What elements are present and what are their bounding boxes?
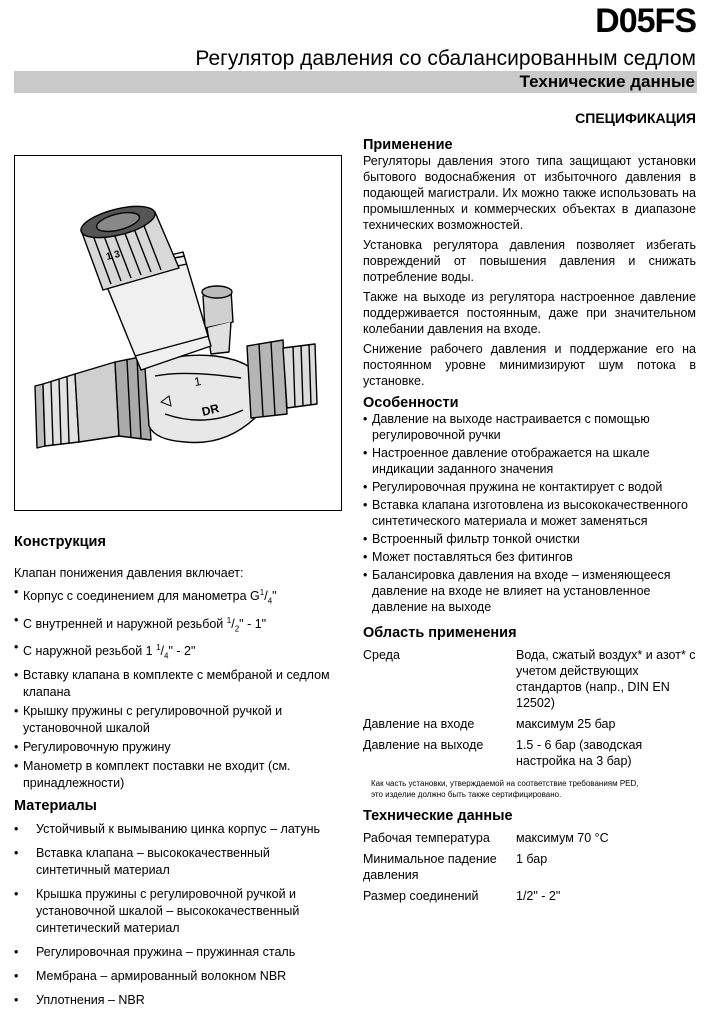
- product-subtitle: Регулятор давления со сбалансированным седлом: [195, 47, 696, 70]
- features-heading: Особенности: [363, 395, 459, 411]
- techdata-heading: Технические данные: [363, 808, 513, 824]
- fraction-denominator: 2: [234, 624, 240, 634]
- item-text: ": [272, 589, 277, 604]
- fraction-numerator: 1: [259, 588, 265, 597]
- item-text: С внутренней и наружной резьбой: [23, 616, 227, 631]
- list-item: • Регулировочная пружина – пружинная сталь: [14, 944, 342, 961]
- application-heading: Применение: [363, 137, 453, 153]
- list-item: • Мембрана – армированный волокном NBR: [14, 968, 342, 985]
- list-item: • Настроенное давление отображается на шкале индикации заданного значения: [363, 445, 696, 477]
- table-row: [363, 647, 696, 716]
- list-item: • Устойчивый к вымыванию цинка корпус – латунь: [14, 821, 342, 838]
- fraction-numerator: 1: [226, 615, 232, 625]
- table-key: Минимальное падение давления: [363, 852, 497, 882]
- table-value: максимум 70 °C: [516, 831, 609, 845]
- table-row: [363, 851, 609, 888]
- ped-note: [363, 778, 696, 800]
- ped-note-line: Как часть установки, утверждаемой на соответствие требованиям PED,: [371, 779, 639, 788]
- list-item: • Вставку клапана в комплекте с мембраной и седлом клапана: [14, 667, 342, 701]
- table-value: 1 бар: [516, 852, 548, 866]
- table-row: [363, 830, 609, 851]
- materials-heading: Материалы: [14, 797, 97, 814]
- list-item: • Манометр в комплект поставки не входит (см. принадлежности): [14, 758, 342, 792]
- list-item: • Регулировочную пружину: [14, 739, 342, 756]
- table-key: Давление на входе: [363, 717, 475, 731]
- list-item: • С наружной резьбой 1 $^1/_4$" - 2": [14, 639, 342, 665]
- list-item: • Может поставляться без фитингов: [363, 549, 696, 565]
- item-text: " - 1": [239, 616, 267, 631]
- right-column: [363, 137, 696, 909]
- list-item: • Вставка клапана изготовлена из высококачественного синтетического материала и может заменяться: [363, 497, 696, 529]
- fraction-numerator: 1: [156, 643, 161, 653]
- table-value: 1.5 - 6 бар (заводская настройка на 3 бар): [516, 738, 643, 768]
- application-paragraph: Установка регулятора давления позволяет избегать повреждений от повышения давления и снижать потребление воды.: [363, 238, 696, 284]
- list-item: • Встроенный фильтр тонкой очистки: [363, 531, 696, 547]
- section-bar: [14, 71, 697, 93]
- table-key: Среда: [363, 648, 400, 662]
- application-paragraph: Снижение рабочего давления и поддержание его на постоянном уровне минимизируют шум потока в установке.: [363, 342, 696, 388]
- body-mark-dr: DR: [200, 401, 221, 419]
- table-row: [363, 737, 696, 774]
- construction-intro: Клапан понижения давления включает:: [14, 566, 244, 580]
- materials-list: [14, 821, 342, 1009]
- ped-note-line: это изделие должно быть также сертифицировано.: [371, 790, 562, 799]
- section-title: Технические данные: [519, 72, 695, 91]
- valve-drawing: [15, 156, 341, 510]
- knob-scale-label: 1 3: [105, 248, 122, 263]
- item-text: Корпус с соединением для манометра G: [23, 589, 260, 604]
- list-item: • С внутренней и наружной резьбой $^1/_2$" - 1": [14, 612, 342, 638]
- table-key: Размер соединений: [363, 889, 479, 903]
- list-item: • Балансировка давления на входе – изменяющееся давление на входе не влияет на установленное давление на выходе: [363, 567, 696, 615]
- list-item: • Корпус с соединением для манометра $G^1/_4$": [14, 584, 342, 610]
- features-list: [363, 411, 696, 615]
- fraction-denominator: 4: [164, 651, 169, 661]
- application-paragraph: Также на выходе из регулятора настроенное давление поддерживается постоянным, даже при значительном колебании давления на входе.: [363, 290, 696, 336]
- table-value: Вода, сжатый воздух* и азот* с учетом действующих стандартов (напр., DIN EN 12502): [516, 648, 696, 710]
- left-column: [14, 534, 342, 1016]
- list-item: • Уплотнения – NBR: [14, 992, 342, 1009]
- item-text: С наружной резьбой 1: [23, 644, 157, 659]
- table-row: [363, 888, 609, 909]
- table-value: максимум 25 бар: [516, 717, 616, 731]
- list-item: • Крышку пружины с регулировочной ручкой и установочной шкалой: [14, 703, 342, 737]
- table-key: Давление на выходе: [363, 738, 484, 752]
- list-item: • Давление на выходе настраивается с помощью регулировочной ручки: [363, 411, 696, 443]
- fraction-denominator: 4: [267, 596, 273, 606]
- body-mark-1: 1: [193, 374, 203, 389]
- item-text: " - 2": [168, 644, 196, 659]
- construction-list: [14, 584, 342, 792]
- scope-table: [363, 647, 696, 774]
- list-item: • Крышка пружины с регулировочной ручкой и установочной шкалой – высококачественный синтетический материал: [14, 886, 342, 937]
- product-illustration: [14, 155, 342, 511]
- application-paragraph: Регуляторы давления этого типа защищают установки бытового водоснабжения от избыточного давления в подающей магистрали. Их можно также использовать на промышленных и коммерческих объектах в диапазоне технических возможностей.: [363, 154, 696, 232]
- table-value: 1/2" - 2": [516, 889, 561, 903]
- list-item: • Регулировочная пружина не контактирует с водой: [363, 479, 696, 495]
- table-row: [363, 716, 696, 737]
- product-model: D05FS: [595, 2, 696, 40]
- table-key: Рабочая температура: [363, 831, 490, 845]
- scope-heading: Область применения: [363, 625, 517, 641]
- list-item: • Вставка клапана – высококачественный синтетичный материал: [14, 845, 342, 879]
- construction-heading: Конструкция: [14, 534, 106, 550]
- techdata-table: [363, 830, 609, 909]
- spec-label: СПЕЦИФИКАЦИЯ: [575, 110, 696, 126]
